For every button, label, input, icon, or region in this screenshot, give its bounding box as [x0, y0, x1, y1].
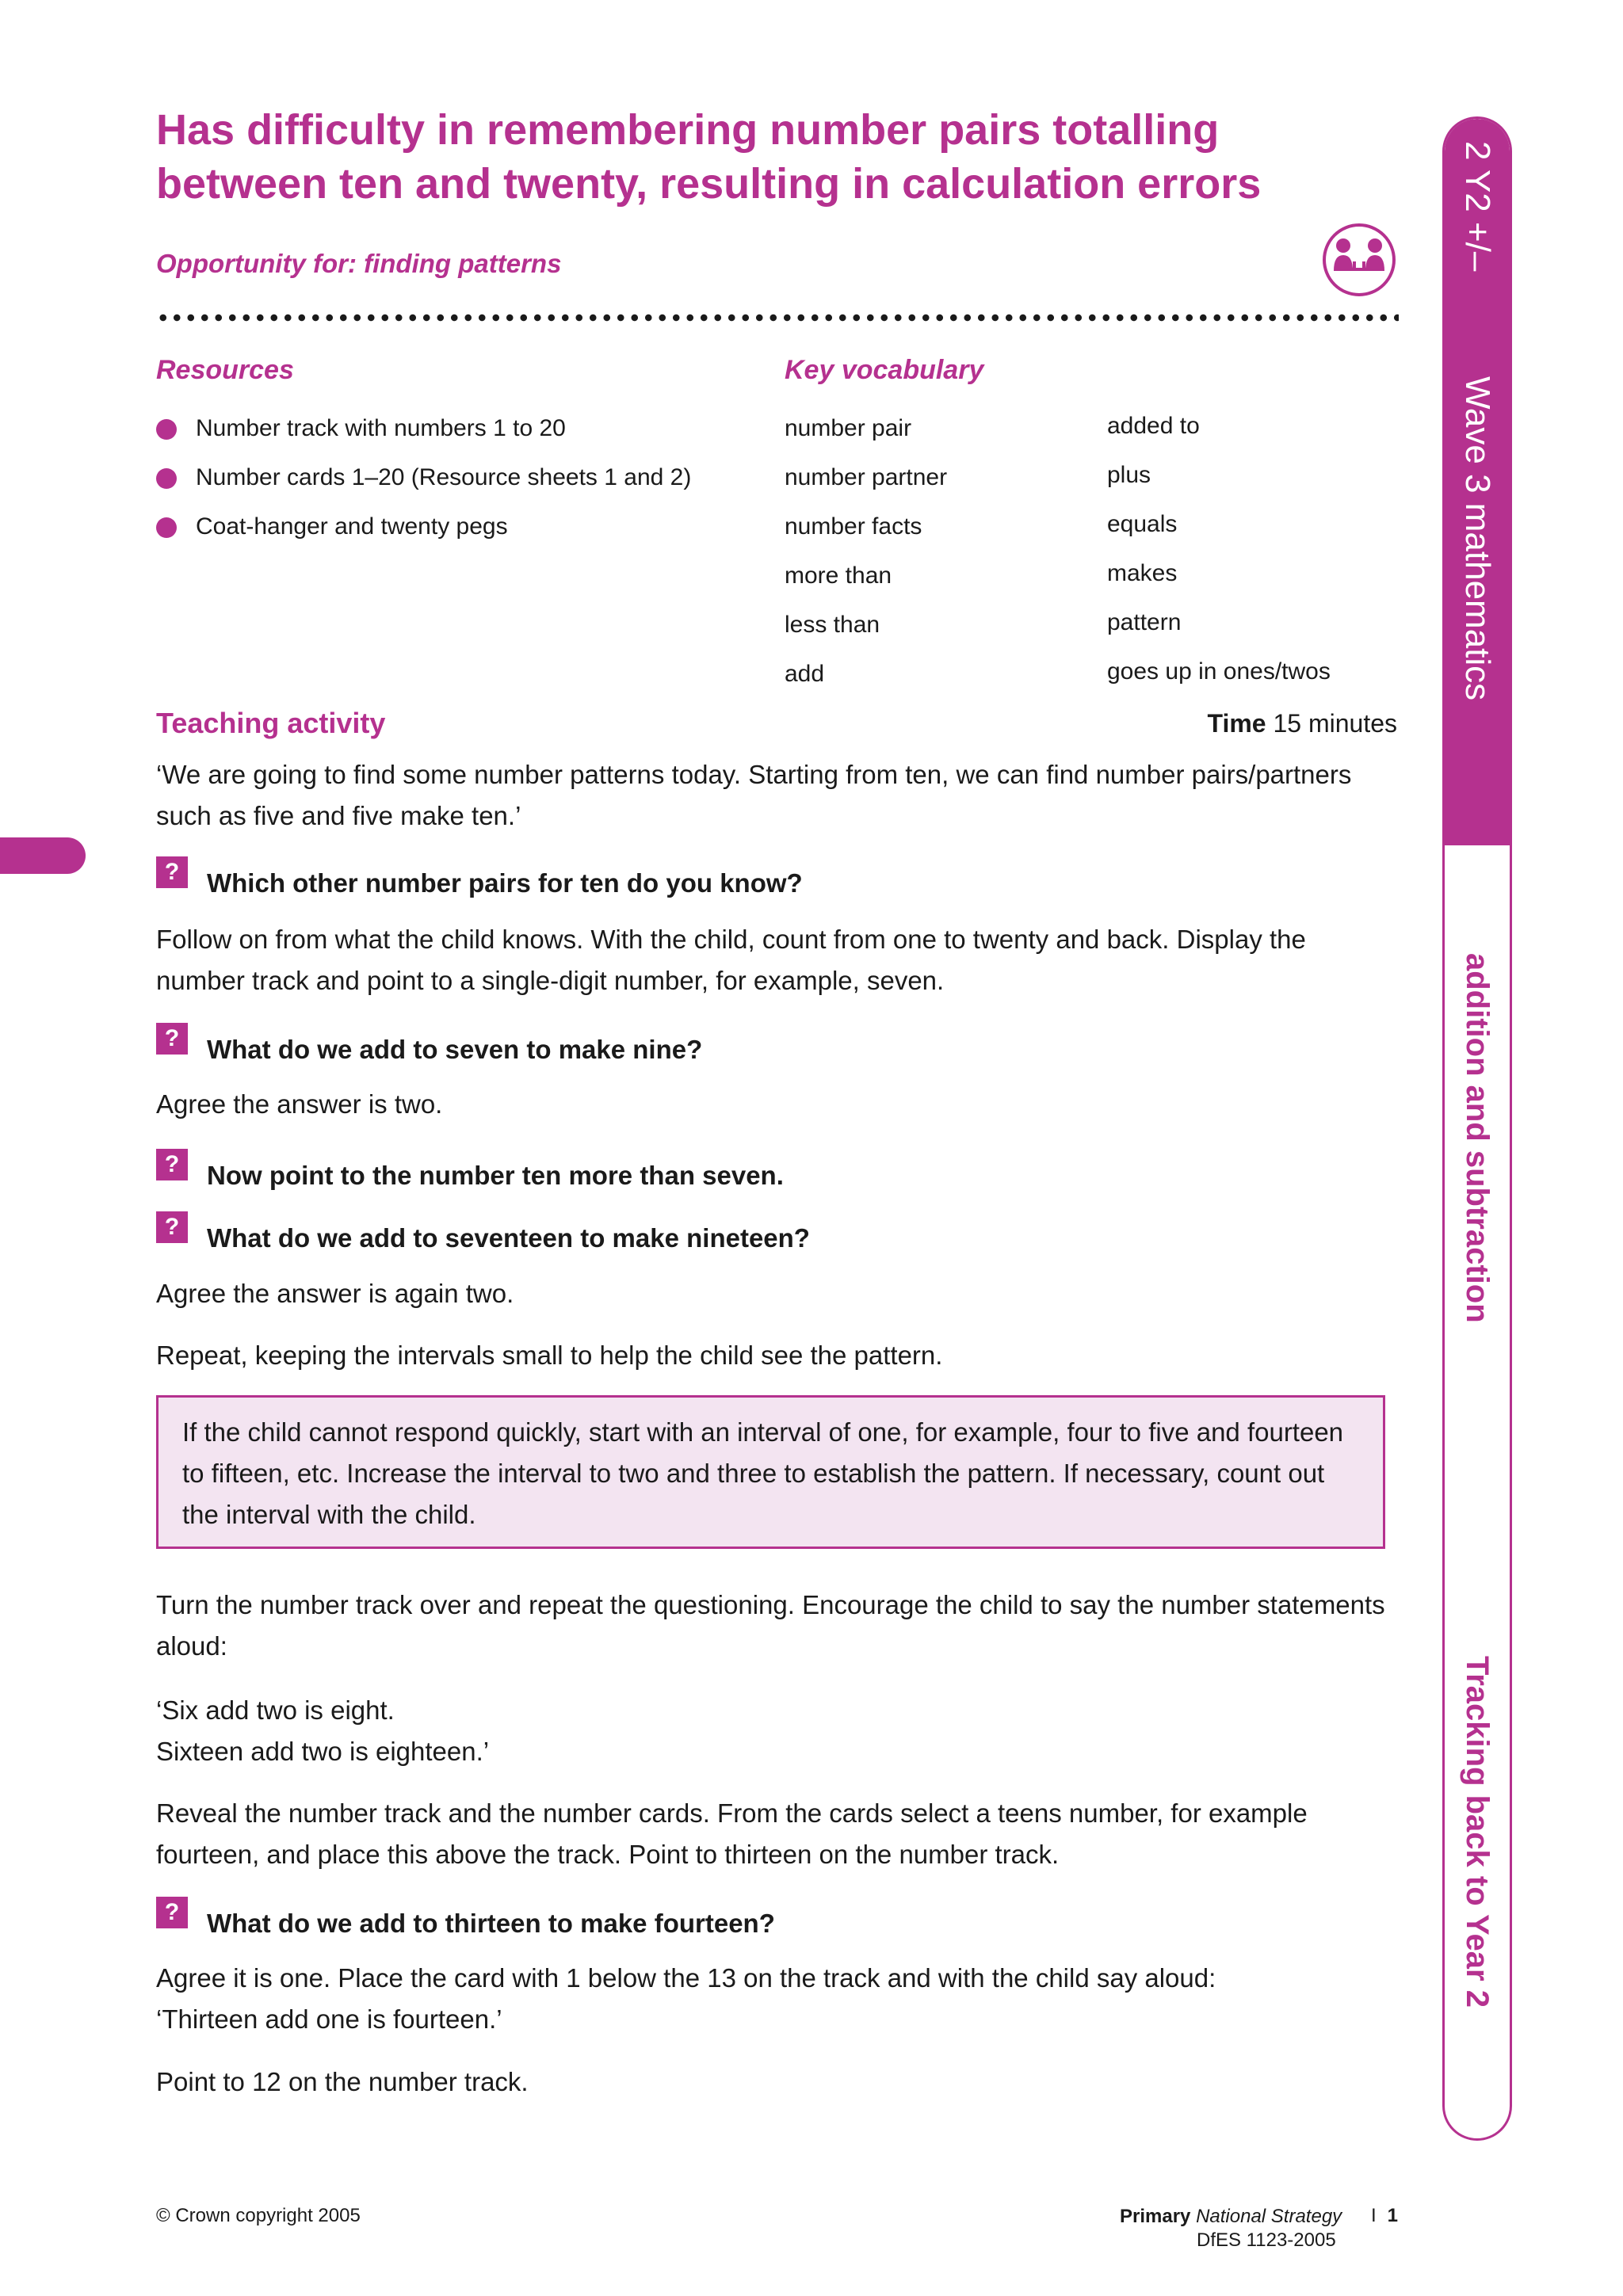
statement-line: ‘Thirteen add one is fourteen.’ [156, 2004, 502, 2034]
question-mark-icon: ? [156, 856, 188, 888]
vocabulary-column-1 [785, 404, 947, 699]
intro-paragraph: ‘We are going to find some number patterns today. Starting from ten, we can find number pairs/partners such as five and five make ten.’ [156, 760, 1352, 830]
footer-strategy [1120, 2205, 1342, 2252]
resource-item: Number cards 1–20 (Resource sheets 1 and 2) [156, 453, 691, 502]
sidebar-tracking: Tracking back to Year 2 [1460, 1656, 1495, 2008]
vocab-word: goes up in ones/twos [1107, 658, 1331, 685]
sidebar-topic: addition and subtraction [1460, 953, 1495, 1323]
resources-heading: Resources [156, 355, 294, 385]
paragraph: Turn the number track over and repeat the questioning. Encourage the child to say the number statements aloud: [156, 1590, 1385, 1661]
question: ? Now point to the number ten more than seven. [156, 1158, 784, 1193]
vocab-word: equals [1107, 511, 1178, 537]
question-mark-icon: ? [156, 1149, 188, 1180]
sidebar-code: 2 Y2 +/– [1458, 141, 1497, 272]
question: ? What do we add to seventeen to make nineteen? [156, 1221, 810, 1256]
paragraph: Agree the answer is again two. [156, 1279, 514, 1308]
time-label: Time [1207, 709, 1266, 738]
vocabulary-heading: Key vocabulary [785, 355, 984, 385]
paragraph: Repeat, keeping the intervals small to help the child see the pattern. [156, 1341, 943, 1370]
resource-item: Coat-hanger and twenty pegs [156, 502, 691, 551]
vocab-word: more than [785, 563, 892, 589]
resource-item: Number track with numbers 1 to 20 [156, 404, 691, 453]
question-mark-icon: ? [156, 1023, 188, 1055]
margin-tab-marker [0, 837, 86, 874]
vocabulary-column-2 [1107, 402, 1331, 696]
question: ? What do we add to seven to make nine? [156, 1032, 702, 1067]
statement-line: ‘Six add two is eight. [156, 1695, 395, 1725]
question: ? Which other number pairs for ten do you know? [156, 866, 803, 901]
bullet-icon [156, 517, 177, 538]
bullet-icon [156, 468, 177, 489]
question: ? What do we add to thirteen to make fourteen? [156, 1906, 775, 1941]
statement-line: Sixteen add two is eighteen.’ [156, 1737, 490, 1766]
vocab-word: number pair [785, 415, 912, 441]
vocab-word: added to [1107, 413, 1200, 439]
strategy-italic: National Strategy [1196, 2206, 1342, 2227]
paragraph: Follow on from what the child knows. With the child, count from one to twenty and back. Display the number track and point to a single-digit number, for example, seven. [156, 925, 1306, 995]
page-separator: I [1371, 2205, 1377, 2226]
time-value: 15 minutes [1273, 709, 1397, 738]
page-number-block [1371, 2205, 1398, 2227]
paragraph: Agree the answer is two. [156, 1089, 443, 1119]
document-ref: DfES 1123-2005 [1197, 2229, 1336, 2251]
statement-line: Agree it is one. Place the card with 1 below the 13 on the track and with the child say aloud: [156, 1963, 1216, 1993]
vocab-word: pattern [1107, 609, 1182, 635]
strategy-bold: Primary [1120, 2206, 1191, 2227]
copyright: © Crown copyright 2005 [156, 2205, 361, 2226]
teaching-activity-heading: Teaching activity [156, 707, 386, 739]
question-mark-icon: ? [156, 1211, 188, 1243]
two-people-icon [1321, 222, 1397, 298]
question-mark-icon: ? [156, 1897, 188, 1928]
sidebar-wave: Wave 3 mathematics [1458, 376, 1497, 701]
teaching-note-box: If the child cannot respond quickly, start with an interval of one, for example, four to five and fourteen to fifteen, etc. Increase the interval to two and three to establish the pattern. If necessary, count out the interval with the child. [156, 1395, 1385, 1549]
vocab-word: makes [1107, 560, 1178, 586]
vocab-word: plus [1107, 462, 1151, 488]
vocab-word: add [785, 661, 825, 687]
vocab-word: number facts [785, 513, 922, 540]
time-info [1207, 709, 1397, 738]
opportunity-line: Opportunity for: finding patterns [156, 249, 562, 278]
paragraph: Point to 12 on the number track. [156, 2067, 529, 2096]
page-title: Has difficulty in remembering number pairs totalling between ten and twenty, resulting in calculation errors [156, 106, 1262, 208]
paragraph: Reveal the number track and the number cards. From the cards select a teens number, for example fourteen, and place this above the track. Point to thirteen on the number track. [156, 1798, 1308, 1869]
resources-list [156, 404, 691, 551]
vocab-word: less than [785, 612, 880, 638]
vocab-word: number partner [785, 464, 948, 490]
page-number: 1 [1387, 2205, 1399, 2226]
bullet-icon [156, 419, 177, 440]
dotted-divider [156, 314, 1399, 322]
